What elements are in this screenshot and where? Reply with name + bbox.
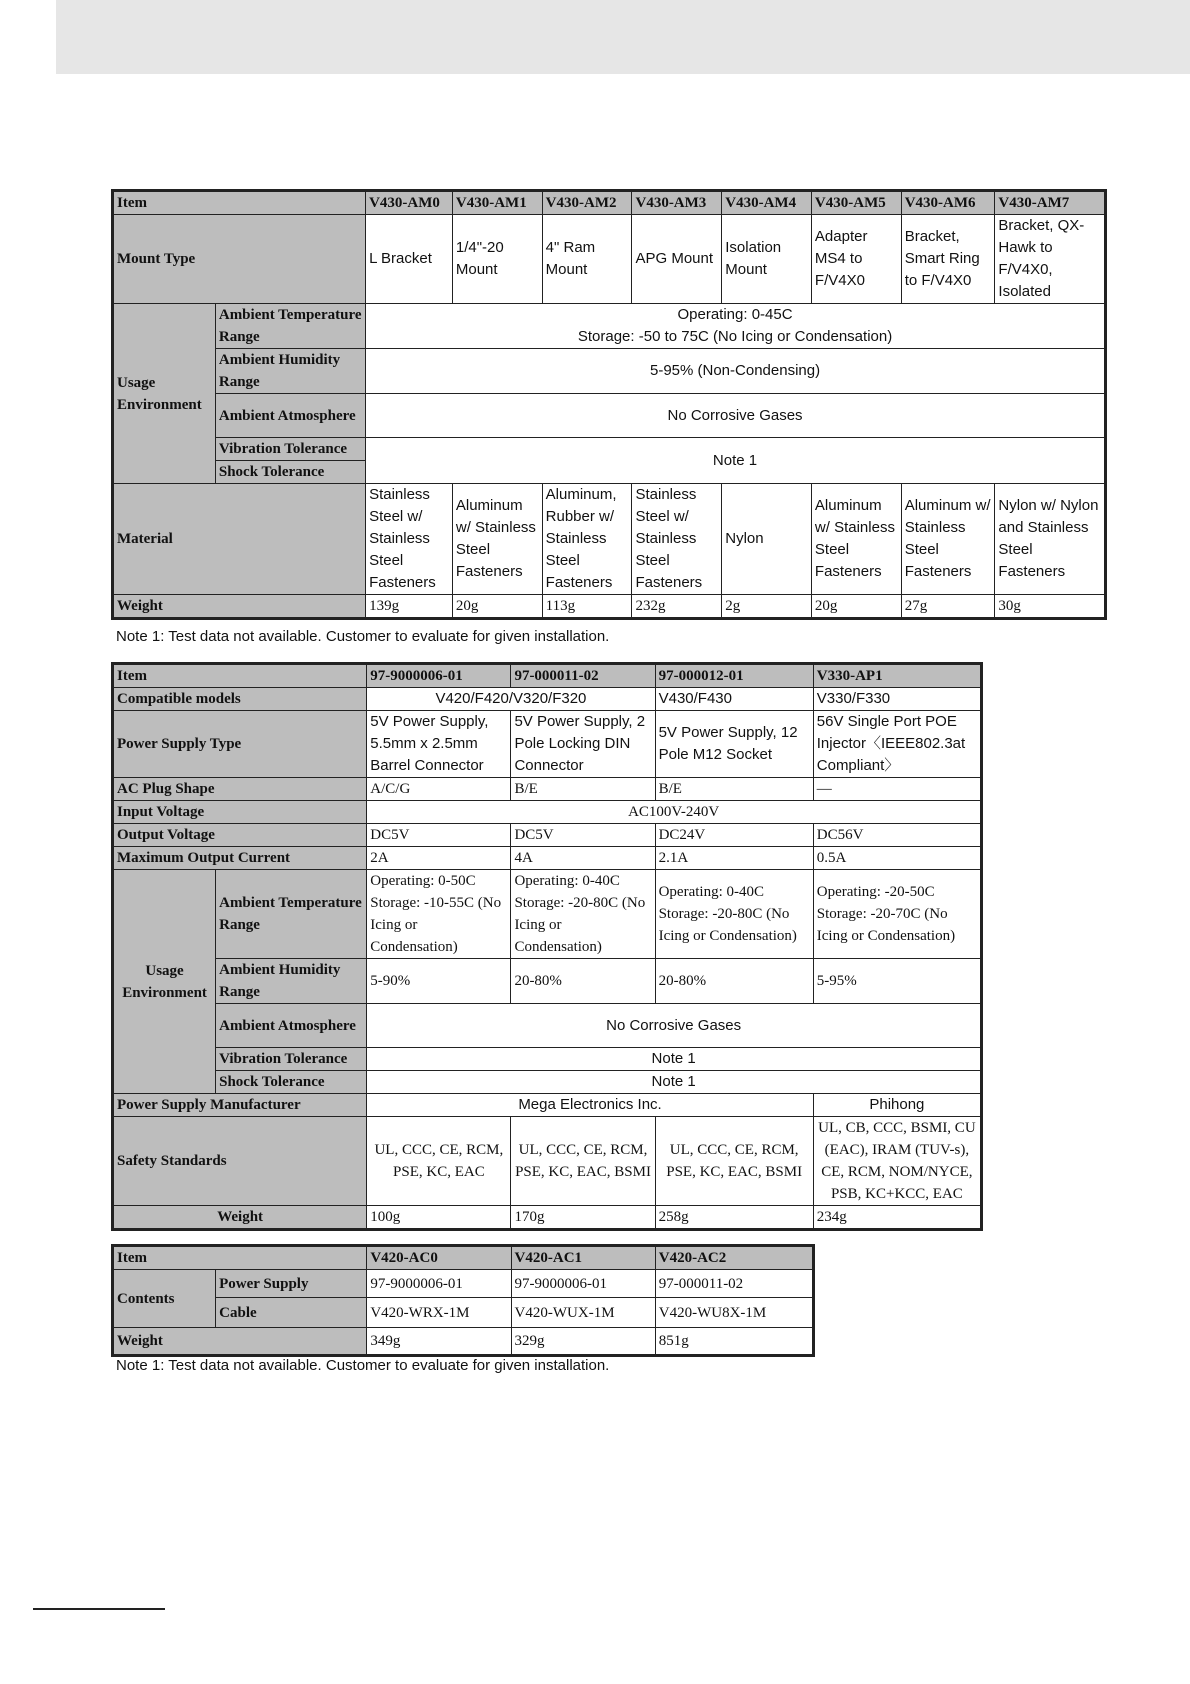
table-cell: Note 1 (367, 1048, 982, 1071)
table-cell: 5-95% (813, 959, 981, 1004)
table-cell: 258g (655, 1206, 813, 1230)
table-cell: 5V Power Supply, 12 Pole M12 Socket (655, 711, 813, 778)
header-cell: V430-AM7 (995, 191, 1106, 215)
table-cell: No Corrosive Gases (367, 1004, 982, 1048)
row-label: Mount Type (113, 215, 366, 304)
table-cell: Operating: 0-40C Storage: -20-80C (No Icing or Condensation) (655, 870, 813, 959)
table-cell: 2.1A (655, 847, 813, 870)
table-cell: V420-WRX-1M (367, 1298, 511, 1328)
table-row (113, 778, 982, 801)
table-row (113, 394, 1106, 438)
row-label: Material (113, 484, 366, 595)
table-cell: 27g (901, 595, 995, 619)
table-cell: Bracket, Smart Ring to F/V4X0 (901, 215, 995, 304)
row-label: Vibration Tolerance (216, 1048, 367, 1071)
header-cell: Item (113, 664, 367, 688)
table-row (113, 1048, 982, 1071)
table-cell: 329g (511, 1328, 655, 1356)
table-cell: Aluminum w/ Stainless Steel Fasteners (452, 484, 542, 595)
table-row (113, 959, 982, 1004)
table-cell: 5-90% (367, 959, 511, 1004)
accessory-kit-table (111, 1244, 815, 1357)
header-cell: V430-AM0 (366, 191, 453, 215)
table-note: Note 1: Test data not available. Customer to evaluate for given installation. (116, 1357, 610, 1374)
page-header-band (56, 0, 1190, 74)
table-row (113, 215, 1106, 304)
table-cell: 5-95% (Non-Condensing) (366, 349, 1106, 394)
table-row (113, 595, 1106, 619)
table-row (113, 824, 982, 847)
table-cell: 113g (542, 595, 632, 619)
table-cell: 139g (366, 595, 453, 619)
row-group-label: Contents (113, 1270, 216, 1328)
table-cell: V330/F330 (813, 688, 981, 711)
table-cell: L Bracket (366, 215, 453, 304)
table-row (113, 1328, 814, 1356)
table-cell: DC5V (511, 824, 655, 847)
row-label: Output Voltage (113, 824, 367, 847)
table-cell: 5V Power Supply, 5.5mm x 2.5mm Barrel Connector (367, 711, 511, 778)
row-label: Shock Tolerance (215, 461, 365, 484)
table-cell: 170g (511, 1206, 655, 1230)
row-label: Weight (113, 1328, 367, 1356)
table-cell: 1/4"-20 Mount (452, 215, 542, 304)
table-header-row (113, 191, 1106, 215)
header-cell: V420-AC2 (655, 1246, 813, 1270)
row-label: Ambient Temperature Range (216, 870, 367, 959)
table-cell: V430/F430 (655, 688, 813, 711)
row-label: Cable (216, 1298, 367, 1328)
table-cell: Phihong (813, 1094, 981, 1117)
temp-storage: Storage: -50 to 75C (No Icing or Condensation) (577, 328, 893, 345)
table-cell: A/C/G (367, 778, 511, 801)
table-cell: Note 1 (366, 438, 1106, 484)
table-cell: 30g (995, 595, 1106, 619)
table-cell: 4" Ram Mount (542, 215, 632, 304)
table-cell: DC24V (655, 824, 813, 847)
table-row (113, 801, 982, 824)
table-row (113, 1094, 982, 1117)
table-row (113, 688, 982, 711)
row-label: Ambient Humidity Range (215, 349, 365, 394)
table-cell: Aluminum w/ Stainless Steel Fasteners (901, 484, 995, 595)
table-row (113, 1071, 982, 1094)
table-row (113, 847, 982, 870)
table-cell: 349g (367, 1328, 511, 1356)
table-cell: 2g (722, 595, 812, 619)
table-cell: 0.5A (813, 847, 981, 870)
table-cell: Operating: 0-50C Storage: -10-55C (No Icing or Condensation) (367, 870, 511, 959)
table-cell: V420-WU8X-1M (655, 1298, 813, 1328)
table-cell: 20g (811, 595, 901, 619)
table-row (113, 349, 1106, 394)
table-cell: 20-80% (511, 959, 655, 1004)
row-label: Safety Standards (113, 1117, 367, 1206)
table-cell: Note 1 (367, 1071, 982, 1094)
power-supply-table (111, 662, 983, 1231)
row-label: Ambient Humidity Range (216, 959, 367, 1004)
row-label: Maximum Output Current (113, 847, 367, 870)
table-cell: 5V Power Supply, 2 Pole Locking DIN Connector (511, 711, 655, 778)
table-cell: Mega Electronics Inc. (367, 1094, 813, 1117)
header-cell: V430-AM5 (811, 191, 901, 215)
header-cell: 97-000012-01 (655, 664, 813, 688)
table-cell: UL, CCC, CE, RCM, PSE, KC, EAC, BSMI (511, 1117, 655, 1206)
table-cell: 2A (367, 847, 511, 870)
table-cell: 100g (367, 1206, 511, 1230)
header-cell: V420-AC1 (511, 1246, 655, 1270)
table-cell: 4A (511, 847, 655, 870)
table-row (113, 1270, 814, 1298)
row-label: Power Supply Manufacturer (113, 1094, 367, 1117)
row-label: Ambient Temperature Range (215, 304, 365, 349)
row-label: Compatible models (113, 688, 367, 711)
table-cell: Bracket, QX-Hawk to F/V4X0, Isolated (995, 215, 1106, 304)
table-row (113, 484, 1106, 595)
row-label: AC Plug Shape (113, 778, 367, 801)
row-label: Input Voltage (113, 801, 367, 824)
row-label: Vibration Tolerance (215, 438, 365, 461)
table-cell: Operating: -20-50C Storage: -20-70C (No Icing or Condensation) (813, 870, 981, 959)
header-cell: 97-9000006-01 (367, 664, 511, 688)
table-row (113, 870, 982, 959)
table-cell: B/E (655, 778, 813, 801)
table-cell: Stainless Steel w/ Stainless Steel Fasteners (366, 484, 453, 595)
table-cell: UL, CB, CCC, BSMI, CU (EAC), IRAM (TUV-s), CE, RCM, NOM/NYCE, PSB, KC+KCC, EAC (813, 1117, 981, 1206)
table-row (113, 438, 1106, 461)
table-cell: V420/F420/V320/F320 (367, 688, 655, 711)
header-cell: 97-000011-02 (511, 664, 655, 688)
header-cell: V430-AM6 (901, 191, 995, 215)
table-header-row (113, 664, 982, 688)
table-cell: Aluminum w/ Stainless Steel Fasteners (811, 484, 901, 595)
table-cell: Isolation Mount (722, 215, 812, 304)
table-cell: 97-9000006-01 (367, 1270, 511, 1298)
table-header-row (113, 1246, 814, 1270)
footer-rule (33, 1608, 165, 1610)
table-cell: 234g (813, 1206, 981, 1230)
table-cell: V420-WUX-1M (511, 1298, 655, 1328)
table-cell: Nylon (722, 484, 812, 595)
header-cell: V330-AP1 (813, 664, 981, 688)
table-cell: 20g (452, 595, 542, 619)
table-cell: 232g (632, 595, 722, 619)
table-cell: Aluminum, Rubber w/ Stainless Steel Fasteners (542, 484, 632, 595)
table-cell: UL, CCC, CE, RCM, PSE, KC, EAC, BSMI (655, 1117, 813, 1206)
table-cell: AC100V-240V (367, 801, 982, 824)
table-row (113, 1117, 982, 1206)
table-cell: 20-80% (655, 959, 813, 1004)
table-cell: Adapter MS4 to F/V4X0 (811, 215, 901, 304)
row-label: Weight (113, 595, 366, 619)
header-cell: Item (113, 191, 366, 215)
header-cell: V420-AC0 (367, 1246, 511, 1270)
table-row (113, 1004, 982, 1048)
row-group-label: Usage Environment (113, 870, 216, 1094)
table-row (113, 1206, 982, 1230)
table-cell: B/E (511, 778, 655, 801)
row-label: Ambient Atmosphere (215, 394, 365, 438)
table-cell: No Corrosive Gases (366, 394, 1106, 438)
table-cell (366, 304, 1106, 349)
table-cell: 56V Single Port POE Injector〈IEEE802.3at Compliant〉 (813, 711, 981, 778)
header-cell: V430-AM2 (542, 191, 632, 215)
table-cell: Operating: 0-40C Storage: -20-80C (No Icing or Condensation) (511, 870, 655, 959)
table-cell: 97-9000006-01 (511, 1270, 655, 1298)
table-row (113, 711, 982, 778)
mount-spec-table (111, 189, 1107, 620)
table-cell: UL, CCC, CE, RCM, PSE, KC, EAC (367, 1117, 511, 1206)
table-note: Note 1: Test data not available. Customer to evaluate for given installation. (116, 628, 610, 645)
table-row (113, 304, 1106, 349)
table-cell: DC5V (367, 824, 511, 847)
table-row (113, 1298, 814, 1328)
table-cell: APG Mount (632, 215, 722, 304)
table-cell: 851g (655, 1328, 813, 1356)
temp-operating: Operating: 0-45C (677, 306, 793, 323)
table-cell: Stainless Steel w/ Stainless Steel Fasteners (632, 484, 722, 595)
header-cell: Item (113, 1246, 367, 1270)
row-label: Weight (113, 1206, 367, 1230)
table-cell: DC56V (813, 824, 981, 847)
header-cell: V430-AM4 (722, 191, 812, 215)
header-cell: V430-AM1 (452, 191, 542, 215)
row-group-label: Usage Environment (113, 304, 216, 484)
row-label: Power Supply (216, 1270, 367, 1298)
table-cell: 97-000011-02 (655, 1270, 813, 1298)
row-label: Power Supply Type (113, 711, 367, 778)
header-cell: V430-AM3 (632, 191, 722, 215)
row-label: Shock Tolerance (216, 1071, 367, 1094)
table-cell: Nylon w/ Nylon and Stainless Steel Fasteners (995, 484, 1106, 595)
row-label: Ambient Atmosphere (216, 1004, 367, 1048)
table-cell: — (813, 778, 981, 801)
